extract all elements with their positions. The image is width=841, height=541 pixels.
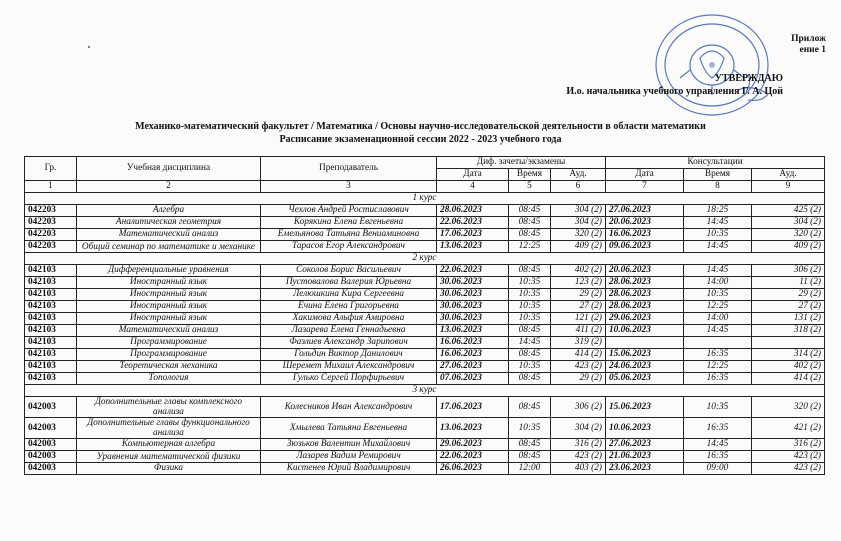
teacher-cell: Лелюшкина Кира Сергеевна — [261, 289, 437, 301]
consult-time-cell: 12:25 — [684, 361, 752, 373]
consult-time-cell: 14:45 — [684, 217, 752, 229]
consult-time-cell: 16:35 — [684, 349, 752, 361]
exam-room-cell: 402 (2) — [551, 265, 606, 277]
consult-date-cell: 28.06.2023 — [606, 277, 684, 289]
exam-room-cell: 306 (2) — [551, 397, 606, 418]
group-cell: 042103 — [25, 265, 77, 277]
teacher-cell: Емельянова Татьяна Вениаминовна — [261, 229, 437, 241]
group-cell: 042003 — [25, 439, 77, 451]
consult-room-cell: 29 (2) — [752, 289, 825, 301]
document-header — [0, 120, 841, 146]
group-cell: 042103 — [25, 361, 77, 373]
exam-date-cell: 30.06.2023 — [437, 313, 509, 325]
course-header-row — [25, 193, 825, 205]
exam-room-cell: 423 (2) — [551, 361, 606, 373]
table-row — [25, 229, 825, 241]
teacher-cell: Колесников Иван Александрович — [261, 397, 437, 418]
subject-cell: Уравнения математической физики — [77, 451, 261, 463]
group-cell: 042103 — [25, 373, 77, 385]
col-header-exam-date: Дата — [437, 169, 509, 181]
teacher-cell: Кистенев Юрий Владимирович — [261, 463, 437, 475]
subject-cell: Программирование — [77, 349, 261, 361]
consult-date-cell: 16.06.2023 — [606, 229, 684, 241]
exam-room-cell: 304 (2) — [551, 217, 606, 229]
exam-date-cell: 22.06.2023 — [437, 451, 509, 463]
exam-time-cell: 10:35 — [509, 418, 551, 439]
exam-time-cell: 10:35 — [509, 277, 551, 289]
exam-room-cell: 423 (2) — [551, 451, 606, 463]
col-num: 5 — [509, 181, 551, 193]
consult-date-cell: 05.06.2023 — [606, 373, 684, 385]
exam-date-cell: 30.06.2023 — [437, 289, 509, 301]
table-row — [25, 217, 825, 229]
consult-date-cell: 21.06.2023 — [606, 451, 684, 463]
teacher-cell: Лазарева Елена Геннадьевна — [261, 325, 437, 337]
exam-room-cell: 123 (2) — [551, 277, 606, 289]
group-cell: 042003 — [25, 397, 77, 418]
subject-cell: Теоретическая механика — [77, 361, 261, 373]
exam-date-cell: 22.06.2023 — [437, 217, 509, 229]
group-cell: 042103 — [25, 301, 77, 313]
consult-date-cell: 29.06.2023 — [606, 313, 684, 325]
col-header-teacher: Преподаватель — [261, 157, 437, 181]
col-header-consult-room: Ауд. — [752, 169, 825, 181]
exam-time-cell: 08:45 — [509, 451, 551, 463]
subject-cell: Физика — [77, 463, 261, 475]
subject-cell: Компьютерная алгебра — [77, 439, 261, 451]
course-label: 3 курс — [25, 385, 825, 397]
consult-time-cell: 16:35 — [684, 418, 752, 439]
table-row — [25, 349, 825, 361]
col-header-consultations: Консультации — [606, 157, 825, 169]
exam-date-cell: 28.06.2023 — [437, 205, 509, 217]
teacher-cell: Гольдин Виктор Данилович — [261, 349, 437, 361]
consult-room-cell: 320 (2) — [752, 229, 825, 241]
exam-time-cell: 08:45 — [509, 205, 551, 217]
exam-date-cell: 13.06.2023 — [437, 325, 509, 337]
consult-time-cell: 14:45 — [684, 325, 752, 337]
consult-room-cell: 320 (2) — [752, 397, 825, 418]
exam-date-cell: 30.06.2023 — [437, 301, 509, 313]
scan-speck — [88, 46, 90, 48]
table-row — [25, 439, 825, 451]
exam-date-cell: 29.06.2023 — [437, 439, 509, 451]
consult-room-cell: 314 (2) — [752, 349, 825, 361]
exam-date-cell: 30.06.2023 — [437, 277, 509, 289]
teacher-cell: Тарасов Егор Александрович — [261, 241, 437, 253]
course-header-row — [25, 385, 825, 397]
exam-date-cell: 17.06.2023 — [437, 229, 509, 241]
table-row — [25, 325, 825, 337]
consult-date-cell: 27.06.2023 — [606, 205, 684, 217]
consult-room-cell: 306 (2) — [752, 265, 825, 277]
col-header-exam-room: Ауд. — [551, 169, 606, 181]
exam-date-cell: 16.06.2023 — [437, 349, 509, 361]
exam-date-cell: 22.06.2023 — [437, 265, 509, 277]
consult-room-cell: 304 (2) — [752, 217, 825, 229]
column-number-row — [25, 181, 825, 193]
group-cell: 042103 — [25, 313, 77, 325]
group-cell: 042003 — [25, 418, 77, 439]
table-row — [25, 301, 825, 313]
teacher-cell: Гулько Сергей Порфирьевич — [261, 373, 437, 385]
consult-time-cell: 14:00 — [684, 313, 752, 325]
group-cell: 042003 — [25, 463, 77, 475]
consult-time-cell: 12:25 — [684, 301, 752, 313]
exam-time-cell: 08:45 — [509, 217, 551, 229]
table-row — [25, 337, 825, 349]
col-num: 2 — [77, 181, 261, 193]
consult-date-cell: 20.06.2023 — [606, 217, 684, 229]
exam-room-cell: 411 (2) — [551, 325, 606, 337]
group-cell: 042203 — [25, 229, 77, 241]
course-header-row — [25, 253, 825, 265]
exam-time-cell: 10:35 — [509, 313, 551, 325]
approval-title: УТВЕРЖДАЮ — [714, 73, 783, 84]
consult-time-cell: 09:00 — [684, 463, 752, 475]
teacher-cell: Хакимова Альфия Амировна — [261, 313, 437, 325]
consult-room-cell: 421 (2) — [752, 418, 825, 439]
exam-time-cell: 08:45 — [509, 349, 551, 361]
group-cell: 042203 — [25, 241, 77, 253]
appendix-line-1: Прилож — [791, 34, 826, 44]
teacher-cell: Фазлиев Александр Зарипович — [261, 337, 437, 349]
teacher-cell: Корякина Елена Евгеньевна — [261, 217, 437, 229]
consult-time-cell: 18:25 — [684, 205, 752, 217]
table-row — [25, 241, 825, 253]
exam-schedule-table — [24, 156, 825, 475]
exam-room-cell: 414 (2) — [551, 349, 606, 361]
consult-date-cell: 09.06.2023 — [606, 241, 684, 253]
subject-cell: Иностранный язык — [77, 313, 261, 325]
consult-date-cell — [606, 337, 684, 349]
teacher-cell: Лазарев Вадим Ремирович — [261, 451, 437, 463]
teacher-cell: Шеремет Михаил Александрович — [261, 361, 437, 373]
col-header-consult-date: Дата — [606, 169, 684, 181]
consult-room-cell: 414 (2) — [752, 373, 825, 385]
group-cell: 042203 — [25, 217, 77, 229]
exam-date-cell: 16.06.2023 — [437, 337, 509, 349]
table-row — [25, 418, 825, 439]
consult-time-cell: 10:35 — [684, 397, 752, 418]
exam-room-cell: 319 (2) — [551, 337, 606, 349]
group-cell: 042003 — [25, 451, 77, 463]
subject-cell: Дополнительные главы функционального анализа — [77, 418, 261, 439]
exam-time-cell: 08:45 — [509, 325, 551, 337]
col-num: 1 — [25, 181, 77, 193]
col-num: 4 — [437, 181, 509, 193]
exam-room-cell: 403 (2) — [551, 463, 606, 475]
exam-room-cell: 320 (2) — [551, 229, 606, 241]
exam-date-cell: 07.06.2023 — [437, 373, 509, 385]
table-row — [25, 451, 825, 463]
consult-room-cell — [752, 337, 825, 349]
consult-room-cell: 409 (2) — [752, 241, 825, 253]
consult-time-cell: 16:35 — [684, 373, 752, 385]
approval-block — [566, 72, 783, 98]
consult-room-cell: 27 (2) — [752, 301, 825, 313]
exam-time-cell: 14:45 — [509, 337, 551, 349]
exam-room-cell: 409 (2) — [551, 241, 606, 253]
exam-time-cell: 10:35 — [509, 361, 551, 373]
subject-cell: Аналитическая геометрия — [77, 217, 261, 229]
course-label: 1 курс — [25, 193, 825, 205]
group-cell: 042103 — [25, 277, 77, 289]
subject-cell: Дополнительные главы комплексного анализа — [77, 397, 261, 418]
consult-time-cell: 14:00 — [684, 277, 752, 289]
exam-room-cell: 27 (2) — [551, 301, 606, 313]
teacher-cell: Соколов Борис Васильевич — [261, 265, 437, 277]
consult-room-cell: 318 (2) — [752, 325, 825, 337]
col-num: 8 — [684, 181, 752, 193]
group-cell: 042103 — [25, 325, 77, 337]
course-label: 2 курс — [25, 253, 825, 265]
col-num: 7 — [606, 181, 684, 193]
subject-cell: Математический анализ — [77, 325, 261, 337]
table-row — [25, 289, 825, 301]
col-num: 3 — [261, 181, 437, 193]
consult-time-cell: 10:35 — [684, 229, 752, 241]
col-header-subject: Учебная дисциплина — [77, 157, 261, 181]
exam-room-cell: 29 (2) — [551, 289, 606, 301]
consult-room-cell: 423 (2) — [752, 463, 825, 475]
consult-time-cell: 16:35 — [684, 451, 752, 463]
exam-date-cell: 26.06.2023 — [437, 463, 509, 475]
group-cell: 042103 — [25, 349, 77, 361]
col-num: 9 — [752, 181, 825, 193]
exam-date-cell: 13.06.2023 — [437, 418, 509, 439]
consult-date-cell: 24.06.2023 — [606, 361, 684, 373]
consult-room-cell: 316 (2) — [752, 439, 825, 451]
subject-cell: Математический анализ — [77, 229, 261, 241]
exam-time-cell: 08:45 — [509, 439, 551, 451]
table-row — [25, 373, 825, 385]
group-cell: 042203 — [25, 205, 77, 217]
consult-date-cell: 27.06.2023 — [606, 439, 684, 451]
appendix-line-2: ение 1 — [799, 45, 826, 55]
table-row — [25, 397, 825, 418]
consult-room-cell: 402 (2) — [752, 361, 825, 373]
col-num: 6 — [551, 181, 606, 193]
schedule-body — [25, 193, 825, 475]
teacher-cell: Зюзьков Валентин Михайлович — [261, 439, 437, 451]
consult-room-cell: 11 (2) — [752, 277, 825, 289]
exam-room-cell: 316 (2) — [551, 439, 606, 451]
exam-time-cell: 10:35 — [509, 289, 551, 301]
exam-time-cell: 08:45 — [509, 397, 551, 418]
consult-time-cell — [684, 337, 752, 349]
exam-room-cell: 304 (2) — [551, 418, 606, 439]
table-row — [25, 205, 825, 217]
consult-time-cell: 14:45 — [684, 439, 752, 451]
teacher-cell: Хмылева Татьяна Евгеньевна — [261, 418, 437, 439]
group-cell: 042103 — [25, 337, 77, 349]
consult-date-cell: 15.06.2023 — [606, 349, 684, 361]
table-row — [25, 265, 825, 277]
consult-room-cell: 425 (2) — [752, 205, 825, 217]
consult-date-cell: 23.06.2023 — [606, 463, 684, 475]
faculty-line: Механико-математический факультет / Математика / Основы научно-исследовательской деятельности в области математики — [135, 121, 706, 132]
consult-date-cell: 28.06.2023 — [606, 289, 684, 301]
exam-time-cell: 08:45 — [509, 229, 551, 241]
consult-date-cell: 28.06.2023 — [606, 301, 684, 313]
table-row — [25, 463, 825, 475]
consult-time-cell: 14:45 — [684, 241, 752, 253]
table-row — [25, 361, 825, 373]
col-header-exam-time: Время — [509, 169, 551, 181]
subject-cell: Дифференциальные уравнения — [77, 265, 261, 277]
exam-time-cell: 08:45 — [509, 373, 551, 385]
exam-time-cell: 08:45 — [509, 265, 551, 277]
subject-cell: Алгебра — [77, 205, 261, 217]
schedule-title: Расписание экзаменационной сессии 2022 - 2023 учебного года — [279, 134, 562, 145]
subject-cell: Топология — [77, 373, 261, 385]
exam-date-cell: 17.06.2023 — [437, 397, 509, 418]
exam-room-cell: 121 (2) — [551, 313, 606, 325]
teacher-cell: Пустовалова Валерия Юрьевна — [261, 277, 437, 289]
exam-time-cell: 12:00 — [509, 463, 551, 475]
subject-cell: Общий семинар по математике и механике — [77, 241, 261, 253]
exam-room-cell: 29 (2) — [551, 373, 606, 385]
university-seal-stamp — [650, 10, 780, 120]
consult-date-cell: 10.06.2023 — [606, 418, 684, 439]
exam-time-cell: 12:25 — [509, 241, 551, 253]
exam-date-cell: 27.06.2023 — [437, 361, 509, 373]
exam-date-cell: 13.06.2023 — [437, 241, 509, 253]
appendix-label — [786, 34, 826, 56]
consult-time-cell: 10:35 — [684, 289, 752, 301]
consult-room-cell: 131 (2) — [752, 313, 825, 325]
group-cell: 042103 — [25, 289, 77, 301]
subject-cell: Иностранный язык — [77, 301, 261, 313]
consult-date-cell: 10.06.2023 — [606, 325, 684, 337]
subject-cell: Программирование — [77, 337, 261, 349]
col-header-consult-time: Время — [684, 169, 752, 181]
col-header-exams: Диф. зачеты/экзамены — [437, 157, 606, 169]
teacher-cell: Ечина Елена Григорьевна — [261, 301, 437, 313]
col-header-group: Гр. — [25, 157, 77, 181]
table-row — [25, 277, 825, 289]
consult-date-cell: 15.06.2023 — [606, 397, 684, 418]
teacher-cell: Чехлов Андрей Ростиславович — [261, 205, 437, 217]
consult-room-cell: 423 (2) — [752, 451, 825, 463]
approval-signer: И.о. начальника учебного управления Г. А. Цой — [566, 86, 783, 97]
consult-time-cell: 14:45 — [684, 265, 752, 277]
consult-date-cell: 20.06.2023 — [606, 265, 684, 277]
subject-cell: Иностранный язык — [77, 289, 261, 301]
exam-time-cell: 10:35 — [509, 301, 551, 313]
table-row — [25, 313, 825, 325]
subject-cell: Иностранный язык — [77, 277, 261, 289]
exam-room-cell: 304 (2) — [551, 205, 606, 217]
